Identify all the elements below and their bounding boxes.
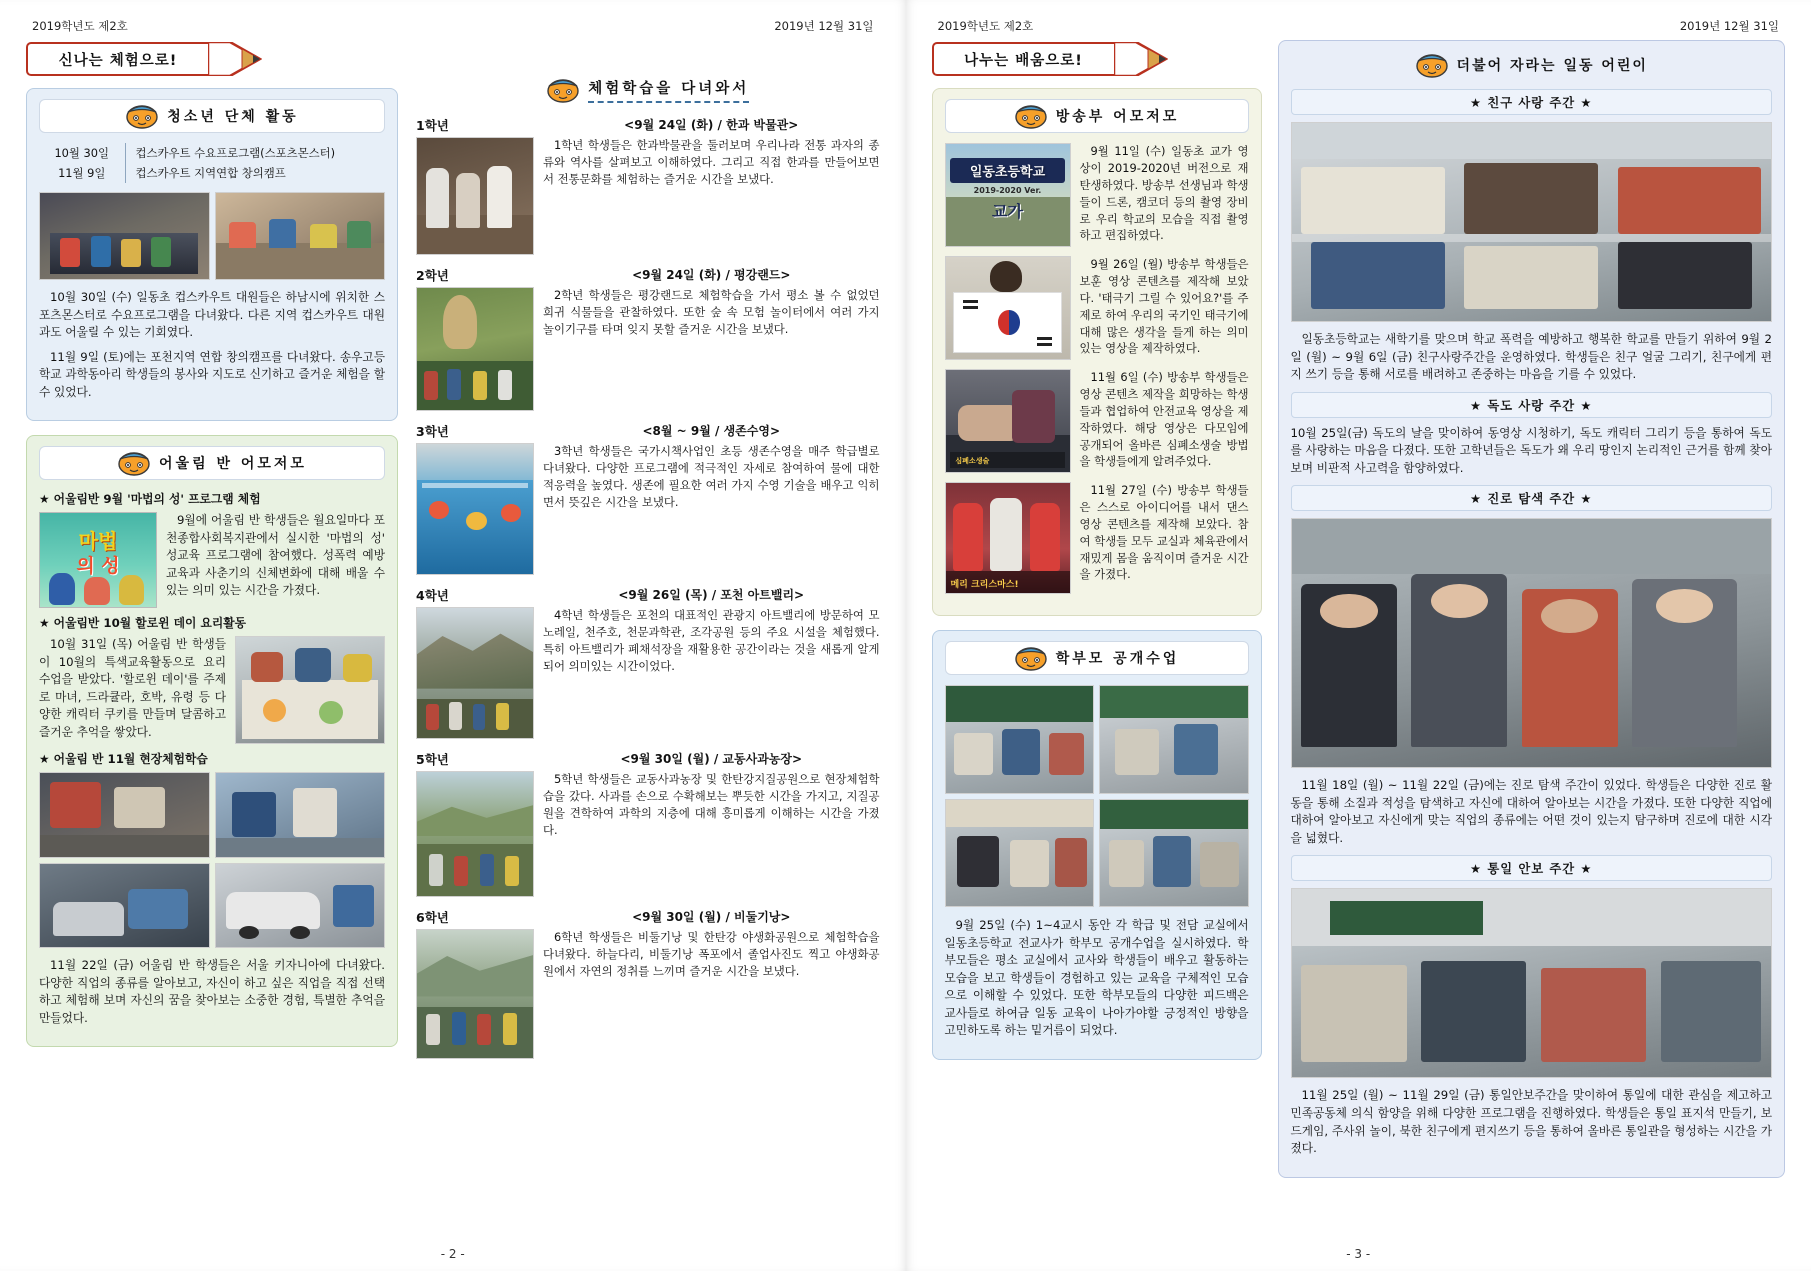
photo-kidzania-4 (215, 863, 386, 949)
section-broadcast-title (945, 99, 1249, 133)
section-title-text: 방송부 어모저모 (1055, 109, 1180, 125)
grade-label: 3학년 (416, 424, 449, 439)
trip-heading: <9월 30일 (월) / 비둘기낭> (632, 910, 791, 924)
list-item (416, 586, 880, 739)
photo-halloween-cooking (235, 636, 385, 744)
list-item (416, 266, 880, 411)
broadcast-text-4: 11월 27일 (수) 방송부 학생들은 스스로 아이디어를 내서 댄스 영상 콘텐츠를 제작해 보았다. 참여 학생들 모두 교실과 체육관에서 재밌게 몸을 움직이며 즐거운 시간을 가졌다. (1079, 483, 1249, 582)
pencil-tip-icon (208, 42, 262, 76)
photo-career-week (1291, 518, 1773, 768)
week-header-career: ★ 진로 탐색 주간 ★ (1291, 485, 1773, 511)
poster-line-2: 의 성 (76, 554, 120, 577)
week-header-friend-love: ★ 친구 사랑 주간 ★ (1291, 89, 1773, 115)
photo-open-class-4 (1099, 799, 1249, 908)
photo-open-class-1 (945, 685, 1095, 794)
poster-line-1: 마법 (78, 528, 118, 553)
photo-grade-6 (416, 929, 534, 1059)
grade-label: 4학년 (416, 588, 449, 603)
youth-schedule-table (39, 143, 385, 183)
eoulrim-star-2: ★ 어울림반 10월 할로윈 데이 요리활동 (39, 616, 247, 631)
trip-heading: <9월 30일 (월) / 교동사과농장> (620, 752, 803, 766)
photo-dance-video (945, 482, 1071, 594)
broadcast-text-1: 9월 11일 (수) 일동초 교가 영상이 2019-2020년 버전으로 재탄생하였다. 방송부 선생님과 학생들이 드론, 캠코더 등의 촬영 장비로 우리 학교의 모습을 직접 촬영하고 편집하였다. (1079, 144, 1249, 243)
broadcast-text-3: 11월 6일 (수) 방송부 학생들은 영상 콘텐츠 제작을 희망하는 학생들과 협업하여 안전교육 영상을 제작하였다. 해당 영상은 다모임에 공개되어 올바른 심폐소생술 방법을 학생들에게 알려주었다. (1079, 370, 1249, 469)
photo-creative-camp (215, 192, 386, 280)
list-item (416, 750, 880, 897)
section-youth-group (26, 88, 398, 421)
eoulrim-paragraph-1: 9월에 어울림 반 학생들은 월요일마다 포천종합사회복지관에서 실시한 '마법의 성' 성교육 프로그램에 참여했다. 성폭력 예방교육과 사춘기의 신체변화에 대해 배울 수 있는 의미 있는 시간을 가졌다. (166, 513, 385, 598)
photo-grid-open-class (945, 685, 1249, 907)
pencil-banner-label: 나누는 배움으로! (964, 52, 1083, 69)
table-row (39, 143, 385, 163)
section-youth-group-title (39, 99, 385, 133)
photo-open-class-2 (1099, 685, 1249, 794)
date-label: 2019년 12월 31일 (774, 19, 874, 33)
list-item (416, 908, 880, 1059)
left-page-column-2 (416, 40, 880, 1070)
right-page-column-2 (1278, 40, 1786, 1192)
section-field-trip-title (416, 74, 880, 106)
photo-grade-1 (416, 137, 534, 255)
issue-label: 2019학년도 제2호 (937, 19, 1034, 33)
schedule-value: 컵스카우트 수요프로그램(스포츠몬스터) (135, 146, 336, 160)
list-item (416, 116, 880, 255)
photo-kidzania-2 (215, 772, 386, 858)
section-open-class-title (945, 641, 1249, 675)
schedule-value: 컵스카우트 지역연합 창의캠프 (135, 166, 286, 180)
mascot-face-icon (1014, 645, 1048, 671)
photo-sports-monster (39, 192, 210, 280)
youth-photo-pair (39, 192, 385, 280)
grade-label: 5학년 (416, 752, 449, 767)
photo-school-song-poster (945, 143, 1071, 247)
eoulrim-paragraph-3: 11월 22일 (금) 어울림 반 학생들은 서울 키자니아에 다녀왔다. 다양한 직업의 종류를 알아보고, 자신이 하고 싶은 직업을 직접 선택하고 체험해 보며 자신의 꿈을 찾아보는 소중한 경험, 특별한 추억을 만들었다. (39, 958, 385, 1025)
career-week-text: 11월 18일 (월) ~ 11월 22일 (금)에는 진로 탐색 주간이 있었다. 학생들은 다양한 진로 활동을 통해 소질과 적성을 탐색하고 자신에 대하여 알아보는 시간을 가졌다. 또한 다양한 직업에 대하여 알아보고 자신에게 맞는 직업의 종류에는 어떤 것이 있는지 탐구하며 진로에 대한 시각을 넓혔다. (1290, 778, 1772, 845)
section-title-text: 더불어 자라는 일동 어린이 (1456, 58, 1648, 74)
trip-text: 6학년 학생들은 비둘기낭 및 한탄강 야생화공원으로 체험학습을 다녀왔다. 하늘다리, 비둘기낭 폭포에서 졸업사진도 찍고 야생화공원에서 자연의 정취를 느끼며 즐거운 시간을 보냈다. (543, 930, 880, 978)
page-number-left: - 2 - (440, 1247, 465, 1261)
trip-heading: <9월 24일 (화) / 평강랜드> (632, 268, 791, 282)
eoulrim-star-1: ★ 어울림반 9월 '마법의 성' 프로그램 체험 (39, 492, 261, 507)
list-item (945, 256, 1249, 360)
trip-text: 3학년 학생들은 국가시책사업인 초등 생존수영을 매주 학급별로 다녀왔다. 다양한 프로그램에 적극적인 자세로 참여하여 물에 대한 적응력을 높였다. 생존에 필요한 여러 가지 수영 기술을 배우고 익히면서 뜻깊은 시간을 보냈다. (543, 444, 880, 509)
section-title-text: 체험학습을 다녀와서 (588, 77, 749, 103)
open-class-paragraph: 9월 25일 (수) 1~4교시 동안 각 학급 및 전담 교실에서 일동초등학교 전교사가 학부모 공개수업을 실시하였다. 학부모들은 평소 교실에서 교사와 학생들이 배우고 활동하는 모습을 보고 학생들이 경험하고 있는 교육을 구체적인 모습으로 이해할 수 있었다. 또한 학부모들의 다양한 피드백은 교사들로 하여금 일동 교육이 나아가야할 긍정적인 방향을 고민하도록 하는 밑거름이 되었다. (944, 918, 1249, 1038)
photo-friend-love-week (1291, 122, 1773, 322)
schedule-date: 11월 9일 (39, 163, 125, 183)
pencil-banner-label: 신나는 체험으로! (58, 52, 178, 69)
schedule-date: 10월 30일 (39, 143, 125, 163)
mascot-face-icon (125, 103, 159, 129)
dance-video-caption: 메리 크리스마스! (950, 579, 1019, 590)
mascot-face-icon (546, 77, 580, 103)
week-header-dokdo-love: ★ 독도 사랑 주간 ★ (1291, 392, 1773, 418)
list-item (945, 482, 1249, 594)
unification-week-text: 11월 25일 (월) ~ 11월 29일 (금) 통일안보주간을 맞이하여 통일에 대한 관심을 제고하고 민족공동체 의식 함양을 위해 다양한 프로그램을 진행하였다. 학생들은 통일 표지석 만들기, 보드게임, 주사위 놀이, 북한 친구에게 편지쓰기 등을 통하여 올바른 통일관을 형성하는 시간을 가졌다. (1290, 1088, 1772, 1156)
section-title-text: 학부모 공개수업 (1055, 651, 1180, 667)
section-open-class (932, 630, 1262, 1060)
photo-grid-kidzania (39, 772, 385, 948)
broadcast-text-2: 9월 26일 (월) 방송부 학생들은 보훈 영상 콘텐츠를 제작해 보았다. '태극기 그릴 수 있어요?'를 주제로 하여 우리의 국기인 태극기에 대해 많은 생각을 들게 하는 의미 있는 영상을 제작하였다. (1079, 257, 1249, 356)
trip-text: 1학년 학생들은 한과박물관을 둘러보며 우리나라 전통 과자의 종류와 역사를 살펴보고 이해하였다. 그리고 직접 한과를 만들어보면서 전통문화를 체험하는 즐거운 시간을 보냈다. (543, 138, 880, 186)
photo-kidzania-3 (39, 863, 210, 949)
issue-label: 2019학년도 제2호 (32, 19, 128, 33)
youth-paragraph-2: 11월 9일 (토)에는 포천지역 연합 창의캠프를 다녀왔다. 송우고등학교 과학동아리 학생들의 봉사와 지도로 신기하고 즐거운 체험을 할 수 있었다. (39, 349, 385, 399)
photo-magic-castle-poster (39, 512, 157, 608)
grade-label: 6학년 (416, 910, 449, 925)
photo-unification-week (1291, 888, 1773, 1078)
grade-label: 2학년 (416, 268, 449, 283)
running-head-right-page (932, 18, 1786, 40)
grade-trip-list (416, 116, 880, 1059)
section-eoulrim (26, 435, 398, 1047)
pencil-banner-right (932, 42, 1262, 76)
grade-label: 1학년 (416, 118, 449, 133)
friend-love-text: 일동초등학교는 새학기를 맞으며 학교 폭력을 예방하고 행복한 학교를 만들기 위하여 9월 2일 (월) ~ 9월 6일 (금) 친구사랑주간을 운영하였다. 학생들은 친구 얼굴 그리기, 친구에게 편지 쓰기 등을 통해 서로를 배려하고 존중하는 마음을 기를 수 있었다. (1290, 332, 1772, 382)
section-growing-title (1291, 49, 1773, 81)
section-title-text: 어울림 반 어모저모 (159, 456, 307, 473)
section-broadcast-club (932, 88, 1262, 616)
pencil-banner-body (932, 42, 1114, 76)
pencil-tip-icon (1114, 42, 1168, 76)
list-item (945, 143, 1249, 247)
right-page-column-1 (932, 40, 1262, 1192)
eoulrim-star-3: ★ 어울림 반 11월 현장체험학습 (39, 752, 208, 767)
photo-kidzania-1 (39, 772, 210, 858)
section-eoulrim-title (39, 446, 385, 480)
eoulrim-paragraph-2: 10월 31일 (목) 어울림 반 학생들이 10월의 특색교육활동으로 요리 수업을 받았다. '할로윈 데이'를 주제로 마녀, 드라큘라, 호박, 유령 등 다양한 캐릭터 쿠키를 만들며 달콤하고 즐거운 추억을 쌓았다. (39, 637, 226, 740)
page-number-right: - 3 - (1346, 1247, 1371, 1261)
date-label: 2019년 12월 31일 (1679, 19, 1779, 33)
left-page-column-1 (26, 40, 398, 1070)
poster-title-line1: 일동초등학교 (969, 165, 1046, 181)
photo-grade-4 (416, 607, 534, 739)
trip-heading: <8월 ~ 9월 / 생존수영> (642, 424, 780, 438)
pencil-banner-body (26, 42, 208, 76)
mascot-face-icon (117, 450, 151, 476)
mascot-face-icon (1415, 52, 1449, 78)
photo-open-class-3 (945, 799, 1095, 908)
page-3 (906, 0, 1811, 1271)
photo-grade-2 (416, 287, 534, 411)
trip-text: 2학년 학생들은 평강랜드로 체험학습을 가서 평소 볼 수 없었던 희귀 식물들을 관찰하였다. 또한 숲 속 모험 놀이터에서 여러 가지 놀이기구를 타며 잊지 못할 즐거운 시간을 보냈다. (543, 288, 880, 336)
list-item (416, 422, 880, 575)
section-growing-together (1278, 40, 1786, 1178)
dokdo-love-text: 10월 25일(금) 독도의 날을 맞이하여 동영상 시청하기, 독도 캐릭터 그리기 등을 통하여 독도를 사랑하는 마음을 다졌다. 또한 고학년들은 독도가 왜 우리 땅인지 논리적인 근거를 함께 찾아보며 비판적 사고력을 함양하였다. (1290, 425, 1772, 475)
week-header-unification: ★ 통일 안보 주간 ★ (1291, 855, 1773, 881)
poster-title-line3: 교가 (992, 202, 1023, 222)
photo-taegukgi-student (945, 256, 1071, 360)
mascot-face-icon (1014, 103, 1048, 129)
trip-heading: <9월 26일 (목) / 포천 아트밸리> (618, 588, 805, 602)
photo-grade-5 (416, 771, 534, 897)
photo-grade-3 (416, 443, 534, 575)
trip-heading: <9월 24일 (화) / 한과 박물관> (624, 118, 799, 132)
pencil-banner-left (26, 42, 398, 76)
list-item (945, 369, 1249, 473)
table-row (39, 163, 385, 183)
photo-cpr-video: 심폐소생술 (945, 369, 1071, 473)
youth-paragraph-1: 10월 30일 (수) 일동초 컵스카우트 대원들은 하남시에 위치한 스포츠몬스터로 수요프로그램을 다녀왔다. 다른 지역 컵스카우트 대원과도 어울릴 수 있는 기회였다. (39, 290, 385, 340)
trip-text: 5학년 학생들은 교동사과농장 및 한탄강지질공원으로 현장체험학습을 갔다. 사과를 손으로 수확해보는 뿌듯한 시간을 가지고, 지질공원을 견학하여 과학의 지층에 대해 흥미롭게 이해하는 시간을 가졌다. (543, 772, 880, 837)
section-title-text: 청소년 단체 활동 (167, 109, 299, 125)
running-head-left-page (26, 18, 880, 40)
poster-title-line2: 2019-2020 Ver. (973, 185, 1042, 195)
trip-text: 4학년 학생들은 포천의 대표적인 관광지 아트밸리에 방문하여 모노레일, 천주호, 천문과학관, 조각공원 등의 주요 시설을 체험했다. 특히 아트밸리가 폐채석장을 재활용한 공간이라는 것을 새롭게 알게 되어 의미있는 시간이었다. (543, 608, 880, 673)
